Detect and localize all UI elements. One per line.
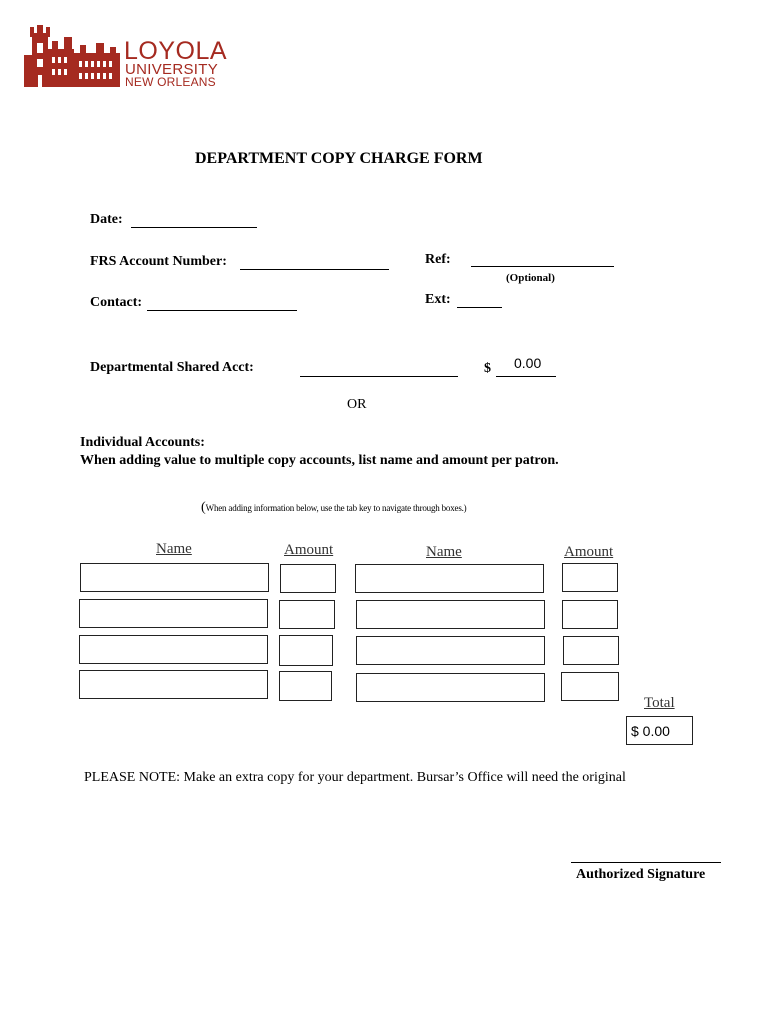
amount-input-row2-col2[interactable] bbox=[562, 600, 618, 629]
name-input-row2-col1[interactable] bbox=[79, 599, 268, 628]
name-input-row1-col2[interactable] bbox=[355, 564, 544, 593]
frs-account-label: FRS Account Number: bbox=[90, 254, 227, 269]
ext-field[interactable] bbox=[457, 293, 502, 308]
currency-symbol: $ bbox=[484, 361, 491, 376]
tab-key-note-paren: ( bbox=[201, 500, 206, 515]
name-input-row3-col1[interactable] bbox=[79, 635, 268, 664]
name-input-row1-col1[interactable] bbox=[80, 563, 269, 592]
date-field[interactable] bbox=[131, 213, 257, 228]
dept-shared-acct-field[interactable] bbox=[300, 362, 458, 377]
column-header-name-2: Name bbox=[426, 544, 462, 560]
tab-key-note bbox=[201, 498, 466, 516]
contact-label: Contact: bbox=[90, 295, 143, 310]
total-label: Total bbox=[644, 695, 675, 711]
amount-input-row3-col2[interactable] bbox=[563, 636, 619, 665]
tab-key-note-text: When adding information below, use the tab key to navigate through boxes.) bbox=[205, 503, 467, 513]
ext-label: Ext: bbox=[425, 292, 451, 307]
dept-shared-acct-label: Departmental Shared Acct: bbox=[90, 360, 254, 375]
name-input-row3-col2[interactable] bbox=[356, 636, 545, 665]
amount-input-row1-col2[interactable] bbox=[562, 563, 618, 592]
total-value: $ 0.00 bbox=[631, 722, 670, 739]
column-header-amount-1: Amount bbox=[284, 542, 334, 558]
amount-input-row1-col1[interactable] bbox=[280, 564, 336, 593]
column-header-amount-2: Amount bbox=[564, 544, 614, 560]
amount-input-row4-col1[interactable] bbox=[279, 671, 332, 701]
logo-line-new-orleans: NEW ORLEANS bbox=[125, 75, 216, 89]
name-input-row2-col2[interactable] bbox=[356, 600, 545, 629]
column-header-name-1: Name bbox=[156, 541, 192, 557]
optional-note: (Optional) bbox=[506, 272, 555, 284]
name-input-row4-col1[interactable] bbox=[79, 670, 268, 699]
total-field bbox=[626, 716, 693, 745]
ref-field[interactable] bbox=[471, 252, 614, 267]
ref-label: Ref: bbox=[425, 252, 451, 267]
dept-amount-value: 0.00 bbox=[514, 355, 542, 371]
amount-input-row2-col1[interactable] bbox=[279, 600, 335, 629]
please-note-text: PLEASE NOTE: Make an extra copy for your department. Bursar’s Office will need the original bbox=[84, 770, 626, 785]
contact-field[interactable] bbox=[147, 296, 297, 311]
name-input-row4-col2[interactable] bbox=[356, 673, 545, 702]
logo-line-university: UNIVERSITY bbox=[125, 61, 219, 78]
individual-accounts-heading: Individual Accounts: bbox=[80, 435, 205, 450]
individual-accounts-instruction: When adding value to multiple copy accounts, list name and amount per patron. bbox=[80, 453, 559, 468]
logo-line-loyola: LOYOLA bbox=[124, 37, 228, 65]
university-building-logo-icon bbox=[24, 25, 120, 87]
amount-input-row3-col1[interactable] bbox=[279, 635, 333, 666]
frs-account-field[interactable] bbox=[240, 255, 389, 270]
or-separator: OR bbox=[347, 397, 367, 412]
signature-line[interactable] bbox=[571, 862, 721, 863]
authorized-signature-label: Authorized Signature bbox=[576, 867, 706, 882]
amount-input-row4-col2[interactable] bbox=[561, 672, 619, 701]
form-title: DEPARTMENT COPY CHARGE FORM bbox=[195, 150, 483, 167]
date-label: Date: bbox=[90, 212, 123, 227]
